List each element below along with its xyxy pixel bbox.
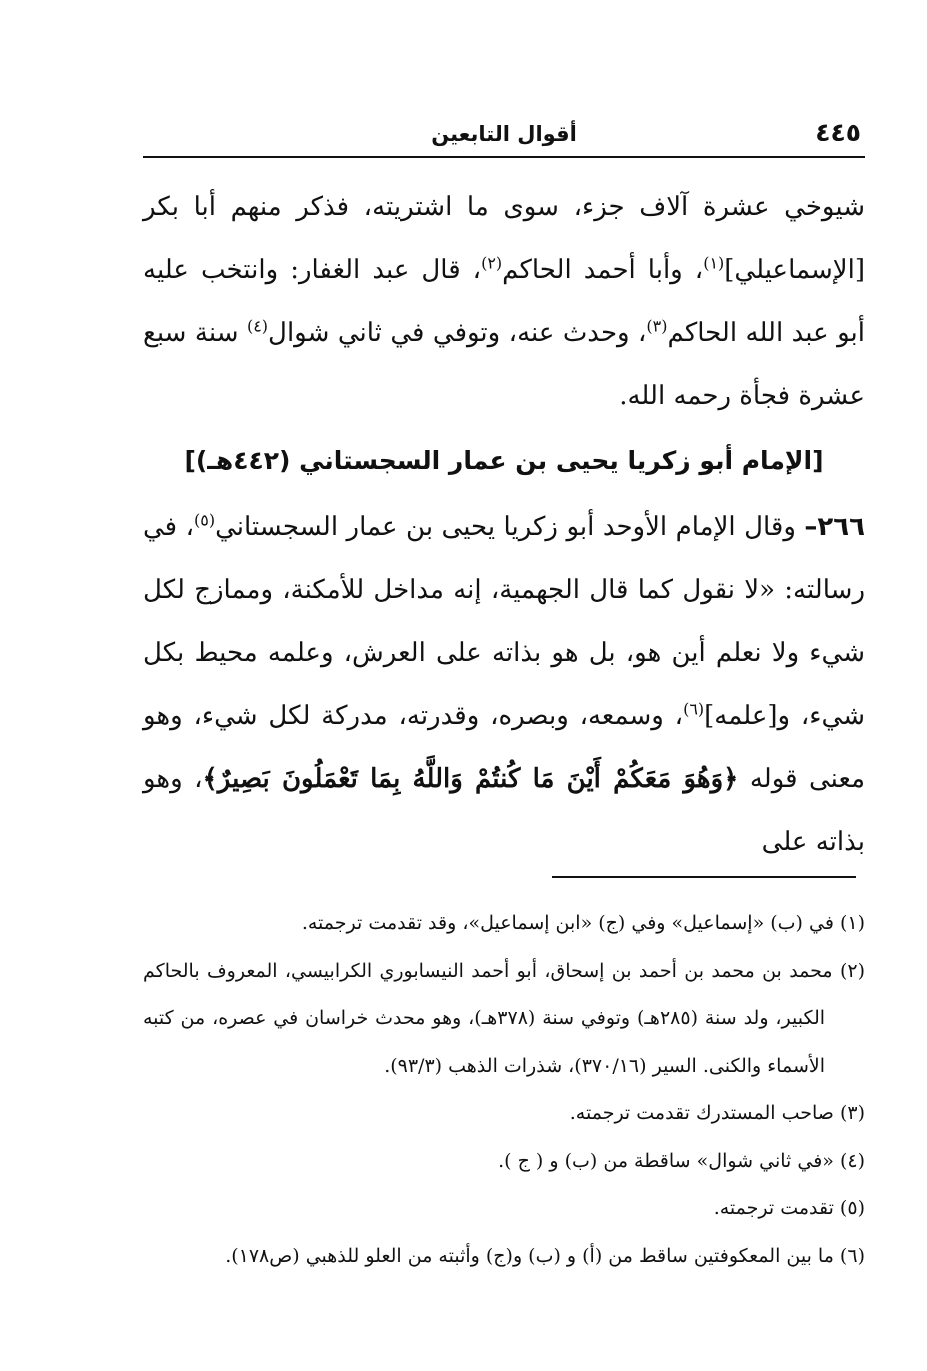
paragraph-1-text: سنة سبع عشرة فجأة رحمه الله.: [143, 318, 865, 411]
paragraph-2-text: وقال الإمام الأوحد أبو زكريا يحيى بن عمار السجستاني: [215, 512, 805, 542]
footnote-ref-6: (٦): [683, 699, 705, 719]
paragraph-2-text: ، وسمعه، وبصره، وقدرته، مدركة لكل شيء، وهو معنى قوله: [143, 701, 865, 794]
footnote-6: (٦) ما بين المعكوفتين ساقط من (أ) و (ب) و(ج) وأثبته من العلو للذهبي (ص١٧٨).: [225, 1244, 865, 1267]
footnote-5: (٥) تقدمت ترجمته.: [713, 1197, 865, 1219]
paragraph-2: [143, 496, 865, 874]
paragraph-1-text: ، وأبا أحمد الحاكم: [502, 255, 704, 285]
paragraph-2-text: ، في رسالته: «لا نقول كما قال الجهمية، إنه مداخل للأمكنة، وممازج لكل شيء ولا نعلم أين هو، بل هو بذاته على العرش، وعلمه محيط بكل شيء، و[علمه]: [143, 512, 865, 731]
footnote-ref-4: (٤): [246, 316, 269, 336]
paragraph-1: [143, 176, 865, 428]
footnote-4: (٤) «في ثاني شوال» ساقطة من (ب) و ( ج ).: [498, 1149, 865, 1172]
footnote-ref-2: (٢): [481, 253, 503, 273]
paragraph-1-text: ، وحدث عنه، وتوفي في ثاني شوال: [268, 318, 647, 348]
paragraph-2-text: ، وهو بذاته على: [143, 764, 865, 857]
book-title: أقوال التابعين: [431, 122, 577, 146]
page-number: ٤٤٥: [815, 118, 861, 147]
footnote-ref-3: (٣): [646, 316, 668, 336]
footnote-3: (٣) صاحب المستدرك تقدمت ترجمته.: [569, 1102, 865, 1124]
footnote-2: (٢) محمد بن محمد بن أحمد بن إسحاق، أبو أحمد النيسابوري الكرابيسي، المعروف بالحاكم الكبير، ولد سنة (٢٨٥هـ) وتوفي سنة (٣٧٨هـ)، وهو محدث خراسان في عصره، من كتبه الأسماء والكنى. السير (٣٧٠/١٦)، شذرات الذهب (٩٣/٣).: [143, 959, 865, 1077]
footnote-separator: [552, 876, 856, 878]
section-heading: [الإمام أبو زكريا يحيى بن عمار السجستاني (٤٤٢هـ)]: [184, 446, 824, 475]
footnotes: [143, 900, 865, 1280]
quran-verse: ﴿وَهُوَ مَعَكُمْ أَيْنَ مَا كُنتُمْ وَاللَّهُ بِمَا تَعْمَلُونَ بَصِيرٌ﴾: [202, 764, 739, 794]
footnote-1: (١) في (ب) «إسماعيل» وفي (ج) «ابن إسماعيل»، وقد تقدمت ترجمته.: [301, 912, 865, 934]
footnote-ref-1: (١): [703, 253, 725, 273]
footnote-ref-5: (٥): [193, 510, 216, 530]
running-head: [143, 108, 865, 158]
paragraph-1-text: ، قال عبد الغفار: وانتخب عليه أبو عبد الله الحاكم: [143, 255, 865, 348]
item-number: ٢٦٦–: [804, 512, 865, 542]
paragraph-1-text: شيوخي عشرة آلاف جزء، سوى ما اشتريته، فذكر منهم أبا بكر [الإسماعيلي]: [143, 192, 865, 285]
